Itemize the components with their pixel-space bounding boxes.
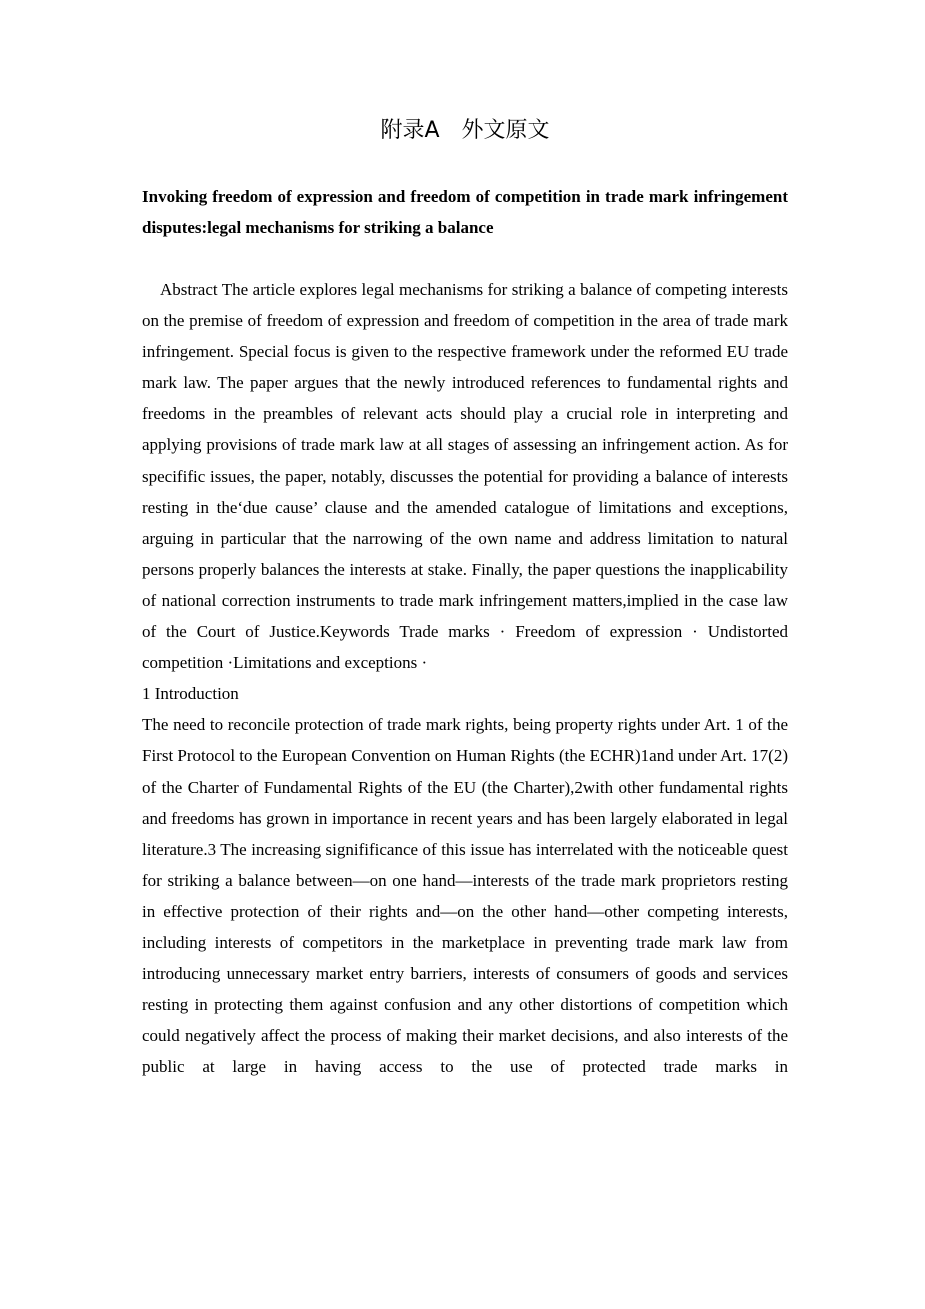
appendix-title: 附录A 外文原文 xyxy=(380,118,550,143)
section-heading-introduction: 1 Introduction xyxy=(142,684,239,704)
body-text xyxy=(142,274,788,1082)
abstract-paragraph: Abstract The article explores legal mechanisms for striking a balance of competing interests on the premise of freedom of expression and freedom of competition in the area of trade mark infringement. Special focus is given to the respective framework under the reformed EU trade mark law. The paper argues that the newly introduced references to fundamental rights and freedoms in the preambles of relevant acts should play a crucial role in interpreting and applying provisions of trade mark law at all stages of assessing an infringement action. As for specifific issues, the paper, notably, discusses the potential for providing a balance of interests resting in the‘due cause’ clause and the amended catalogue of limitations and exceptions, arguing in particular that the narrowing of the own name and address limitation to natural persons properly balances the interests at stake. Finally, the paper questions the inapplicability of national correction instruments to trade mark infringement matters,implied in the case law of the Court of Justice.Keywords Trade marks · Freedom of expression · Undistorted competition ·Limitations and exceptions · xyxy=(142,280,788,673)
introduction-paragraph: The need to reconcile protection of trade mark rights, being property rights under Art. 1 of the First Protocol to the European Convention on Human Rights (the ECHR)1and under Art. 17(2) of the Charter of Fundamental Rights of the EU (the Charter),2with other fundamental rights and freedoms has grown in importance in recent years and has been largely elaborated in legal literature.3 The increasing signifificance of this issue has interrelated with the noticeable quest for striking a balance between—on one hand—interests of the trade mark proprietors resting in effective protection of their rights and—on the other hand—other competing interests, including interests of competitors in the marketplace in preventing trade mark law from introducing unnecessary market entry barriers, interests of consumers of goods and services resting in protecting them against confusion and any other distortions of competition which could negatively affect the process of making their market decisions, and also interests of the public at large in having access to the use of protected trade marks in xyxy=(142,715,788,1077)
paper-title: Invoking freedom of expression and freedom of competition in trade mark infringement disputes:legal mechanisms for striking a balance xyxy=(142,187,788,237)
